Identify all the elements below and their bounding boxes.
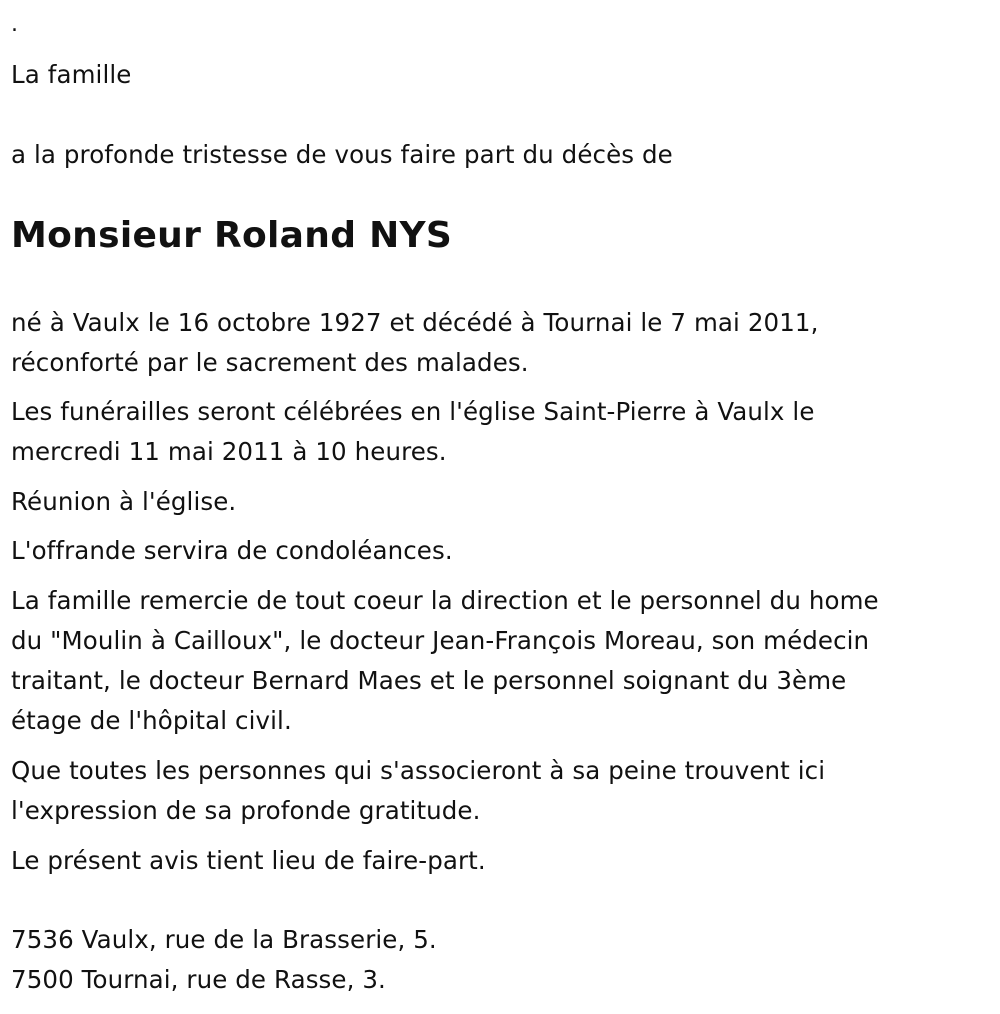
paragraph-line: La famille remercie de tout coeur la direction et le personnel du home [11,586,879,615]
announcement-text: a la profonde tristesse de vous faire part du décès de [11,140,673,169]
notice-marker: . [11,12,19,37]
paragraph-line: du "Moulin à Cailloux", le docteur Jean-François Moreau, son médecin [11,626,870,655]
paragraph-line: l'expression de sa profonde gratitude. [11,796,481,825]
paragraph-line: Le présent avis tient lieu de faire-part. [11,846,486,875]
family-intro: La famille [11,60,132,89]
deceased-name: Monsieur Roland NYS [11,215,453,256]
paragraph-line: mercredi 11 mai 2011 à 10 heures. [11,437,447,466]
paragraph-line: Les funérailles seront célébrées en l'église Saint-Pierre à Vaulx le [11,397,815,426]
address-line: 7536 Vaulx, rue de la Brasserie, 5. [11,925,437,954]
paragraph-line: L'offrande servira de condoléances. [11,536,453,565]
paragraph-line: étage de l'hôpital civil. [11,706,292,735]
paragraph-line: Que toutes les personnes qui s'associeront à sa peine trouvent ici [11,756,826,785]
paragraph-line: né à Vaulx le 16 octobre 1927 et décédé à Tournai le 7 mai 2011, [11,308,819,337]
paragraph-line: Réunion à l'église. [11,487,237,516]
address-line: 7500 Tournai, rue de Rasse, 3. [11,965,386,994]
paragraph-line: réconforté par le sacrement des malades. [11,348,529,377]
paragraph-line: traitant, le docteur Bernard Maes et le personnel soignant du 3ème [11,666,847,695]
